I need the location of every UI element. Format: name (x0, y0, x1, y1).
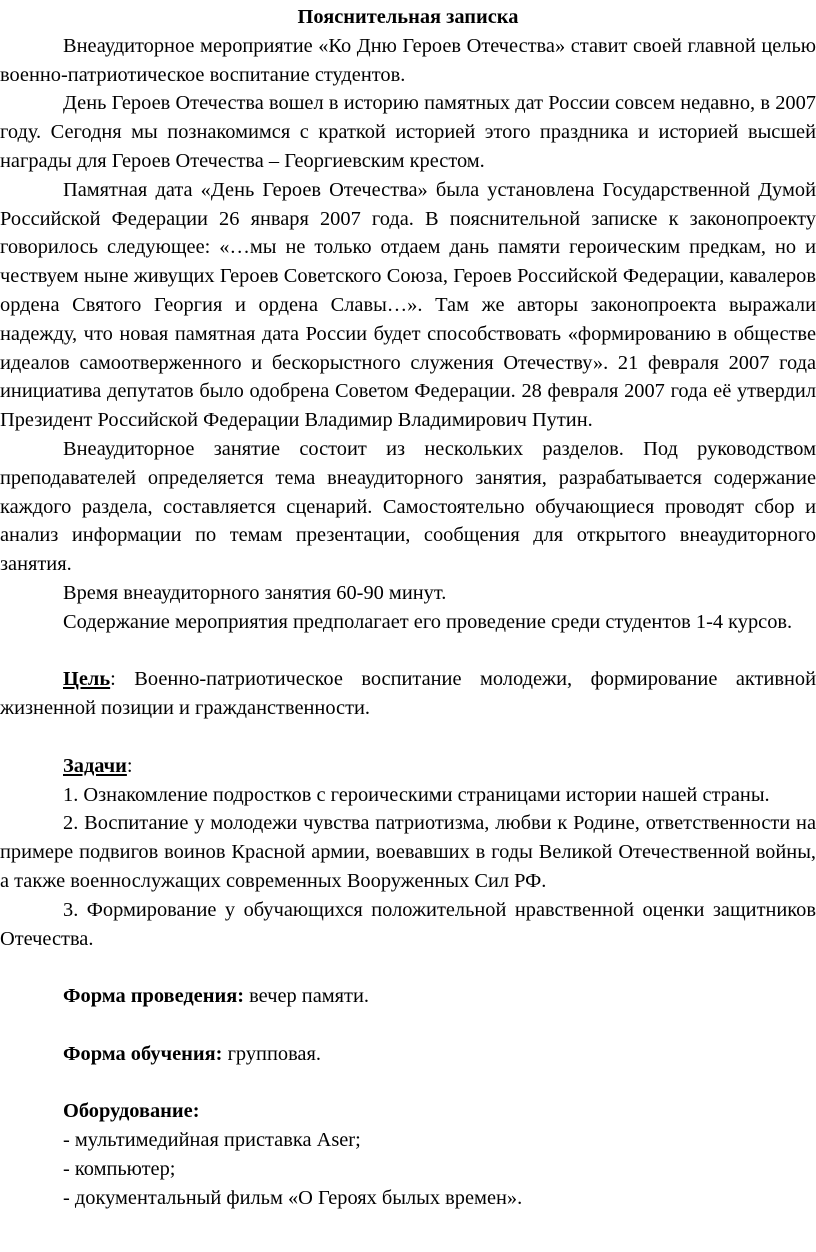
form-training-value: групповая. (222, 1042, 321, 1065)
equipment-label: Оборудование: (63, 1100, 200, 1123)
form-training-label: Форма обучения: (63, 1042, 223, 1065)
paragraph-intro: Внеаудиторное мероприятие «Ко Дню Героев Отечества» ставит своей главной целью военно-патриотическое воспитание студентов. (0, 34, 816, 86)
spacer (0, 1068, 816, 1097)
form-conduct-value: вечер памяти. (244, 985, 369, 1008)
form-conduct-paragraph (0, 982, 816, 1011)
document-title: Пояснительная записка (297, 6, 519, 28)
goal-label: Цель (63, 668, 111, 691)
form-conduct-label: Форма проведения: (63, 985, 245, 1008)
form-training-paragraph (0, 1040, 816, 1069)
paragraph-history: День Героев Отечества вошел в историю памятных дат России совсем недавно, в 2007 году. Сегодня мы познакомимся с краткой историей этого праздника и историей высшей награды для Героев Отечества – Георгиевским крестом. (0, 92, 816, 172)
paragraph-date: Памятная дата «День Героев Отечества» была установлена Государственной Думой Российской Федерации 26 января 2007 года. В пояснительной записке к законопроекту говорилось следующее: «…мы не только отдаем дань памяти героическим предкам, но и чествуем ныне живущих Героев Советского Союза, Героев Российской Федерации, кавалеров ордена Святого Георгия и ордена Славы…». Там же авторы законопроекта выражали надежду, что новая памятная дата России будет способствовать «формированию в обществе идеалов самоотверженного и бескорыстного служения Отечеству». 21 февраля 2007 года инициатива депутатов было одобрена Советом Федерации. 28 февраля 2007 года её утвердил Президент Российской Федерации Владимир Владимирович Путин. (0, 178, 816, 432)
spacer (0, 723, 816, 752)
tasks-colon: : (126, 754, 133, 777)
equipment-item: - мультимедийная приставка Aser; (63, 1129, 361, 1152)
spacer (0, 1011, 816, 1040)
spacer (0, 637, 816, 666)
goal-text: : Военно-патриотическое воспитание молодежи, формирование активной жизненной позиции и гражданственности. (0, 668, 816, 720)
paragraph-structure: Внеаудиторное занятие состоит из нескольких разделов. Под руководством преподавателей определяется тема внеаудиторного занятия, разрабатывается содержание каждого раздела, составляется сценарий. Самостоятельно обучающиеся проводят сбор и анализ информации по темам презентации, сообщения для открытого внеаудиторного занятия. (0, 437, 816, 576)
tasks-label: Задачи (63, 754, 127, 777)
spacer (0, 953, 816, 982)
task-item: 3. Формирование у обучающихся положительной нравственной оценки защитников Отечества. (0, 898, 816, 950)
equipment-item: - документальный фильм «О Героях былых времен». (63, 1186, 523, 1209)
goal-paragraph (0, 665, 816, 723)
equipment-heading (0, 1097, 816, 1126)
paragraph-audience: Содержание мероприятия предполагает его проведение среди студентов 1-4 курсов. (63, 610, 793, 633)
task-item: 2. Воспитание у молодежи чувства патриотизма, любви к Родине, ответственности на примере подвигов воинов Красной армии, воевавших в годы Великой Отечественной войны, а также военнослужащих современных Вооруженных Сил РФ. (0, 812, 816, 892)
task-item: 1. Ознакомление подростков с героическими страницами истории нашей страны. (63, 783, 770, 806)
equipment-item: - компьютер; (63, 1157, 176, 1180)
paragraph-duration: Время внеаудиторного занятия 60-90 минут. (63, 581, 447, 604)
tasks-heading (0, 752, 816, 781)
